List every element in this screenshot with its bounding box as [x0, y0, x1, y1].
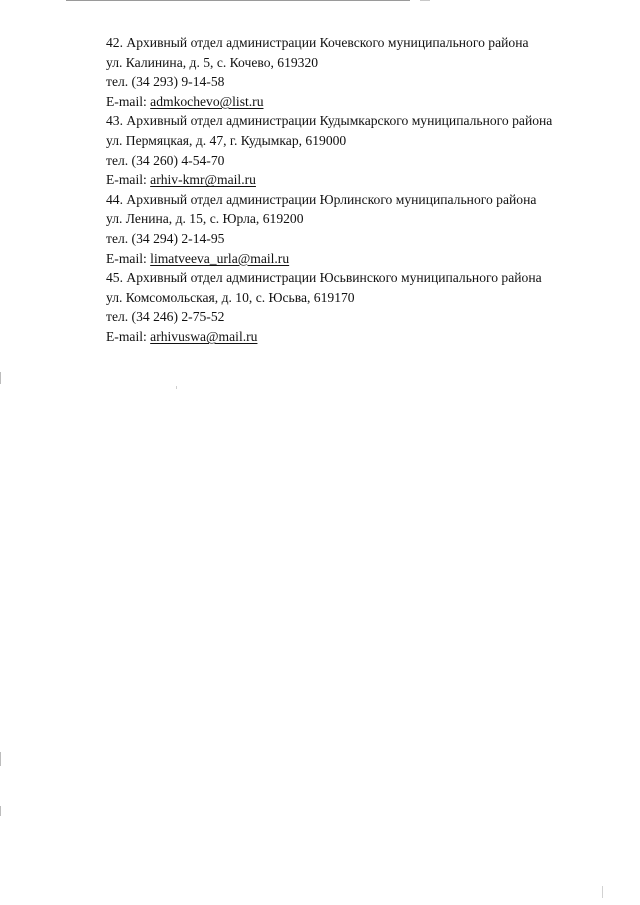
- entry-title: 43. Архивный отдел администрации Кудымкарского муниципального района: [106, 113, 553, 129]
- archive-entry: [106, 33, 626, 111]
- scan-margin-artifact: [0, 806, 1, 816]
- entry-email-line: [106, 249, 626, 269]
- entry-email-line: [106, 170, 626, 190]
- email-label: E-mail:: [106, 172, 151, 188]
- archive-entry: [106, 111, 626, 189]
- email-link[interactable]: arhiv-kmr@mail.ru: [150, 172, 256, 188]
- entry-phone: тел. (34 294) 2-14-95: [106, 230, 225, 246]
- email-link[interactable]: limatveeva_urla@mail.ru: [150, 250, 290, 266]
- entry-email-line: [106, 327, 626, 347]
- entry-phone: тел. (34 293) 9-14-58: [106, 74, 225, 90]
- entry-address: ул. Пермяцкая, д. 47, г. Кудымкар, 619000: [106, 132, 347, 148]
- entry-address: ул. Ленина, д. 15, с. Юрла, 619200: [106, 211, 304, 227]
- entry-title: 44. Архивный отдел администрации Юрлинского муниципального района: [106, 191, 537, 207]
- scan-margin-artifact: [0, 752, 1, 766]
- archive-entry: [106, 268, 626, 346]
- entry-phone: тел. (34 260) 4-54-70: [106, 152, 225, 168]
- entry-address: ул. Калинина, д. 5, с. Кочево, 619320: [106, 54, 319, 70]
- email-label: E-mail:: [106, 93, 151, 109]
- email-link[interactable]: arhivuswa@mail.ru: [150, 328, 258, 344]
- scan-border-artifact: [66, 0, 410, 1]
- entry-title: 45. Архивный отдел администрации Юсьвинского муниципального района: [106, 270, 542, 286]
- email-label: E-mail:: [106, 250, 151, 266]
- email-label: E-mail:: [106, 328, 151, 344]
- entry-title: 42. Архивный отдел администрации Кочевского муниципального района: [106, 35, 529, 50]
- entry-phone: тел. (34 246) 2-75-52: [106, 309, 225, 325]
- entry-email-line: [106, 92, 626, 112]
- archive-entry: [106, 190, 626, 268]
- entry-address: ул. Комсомольская, д. 10, с. Юсьва, 619170: [106, 289, 355, 305]
- email-link[interactable]: admkochevo@list.ru: [150, 93, 264, 109]
- scan-margin-artifact: [602, 886, 603, 898]
- scan-border-artifact: [420, 0, 430, 1]
- scan-margin-artifact: [0, 372, 1, 384]
- archive-contacts-list: [106, 33, 626, 347]
- scan-speck: [176, 386, 177, 389]
